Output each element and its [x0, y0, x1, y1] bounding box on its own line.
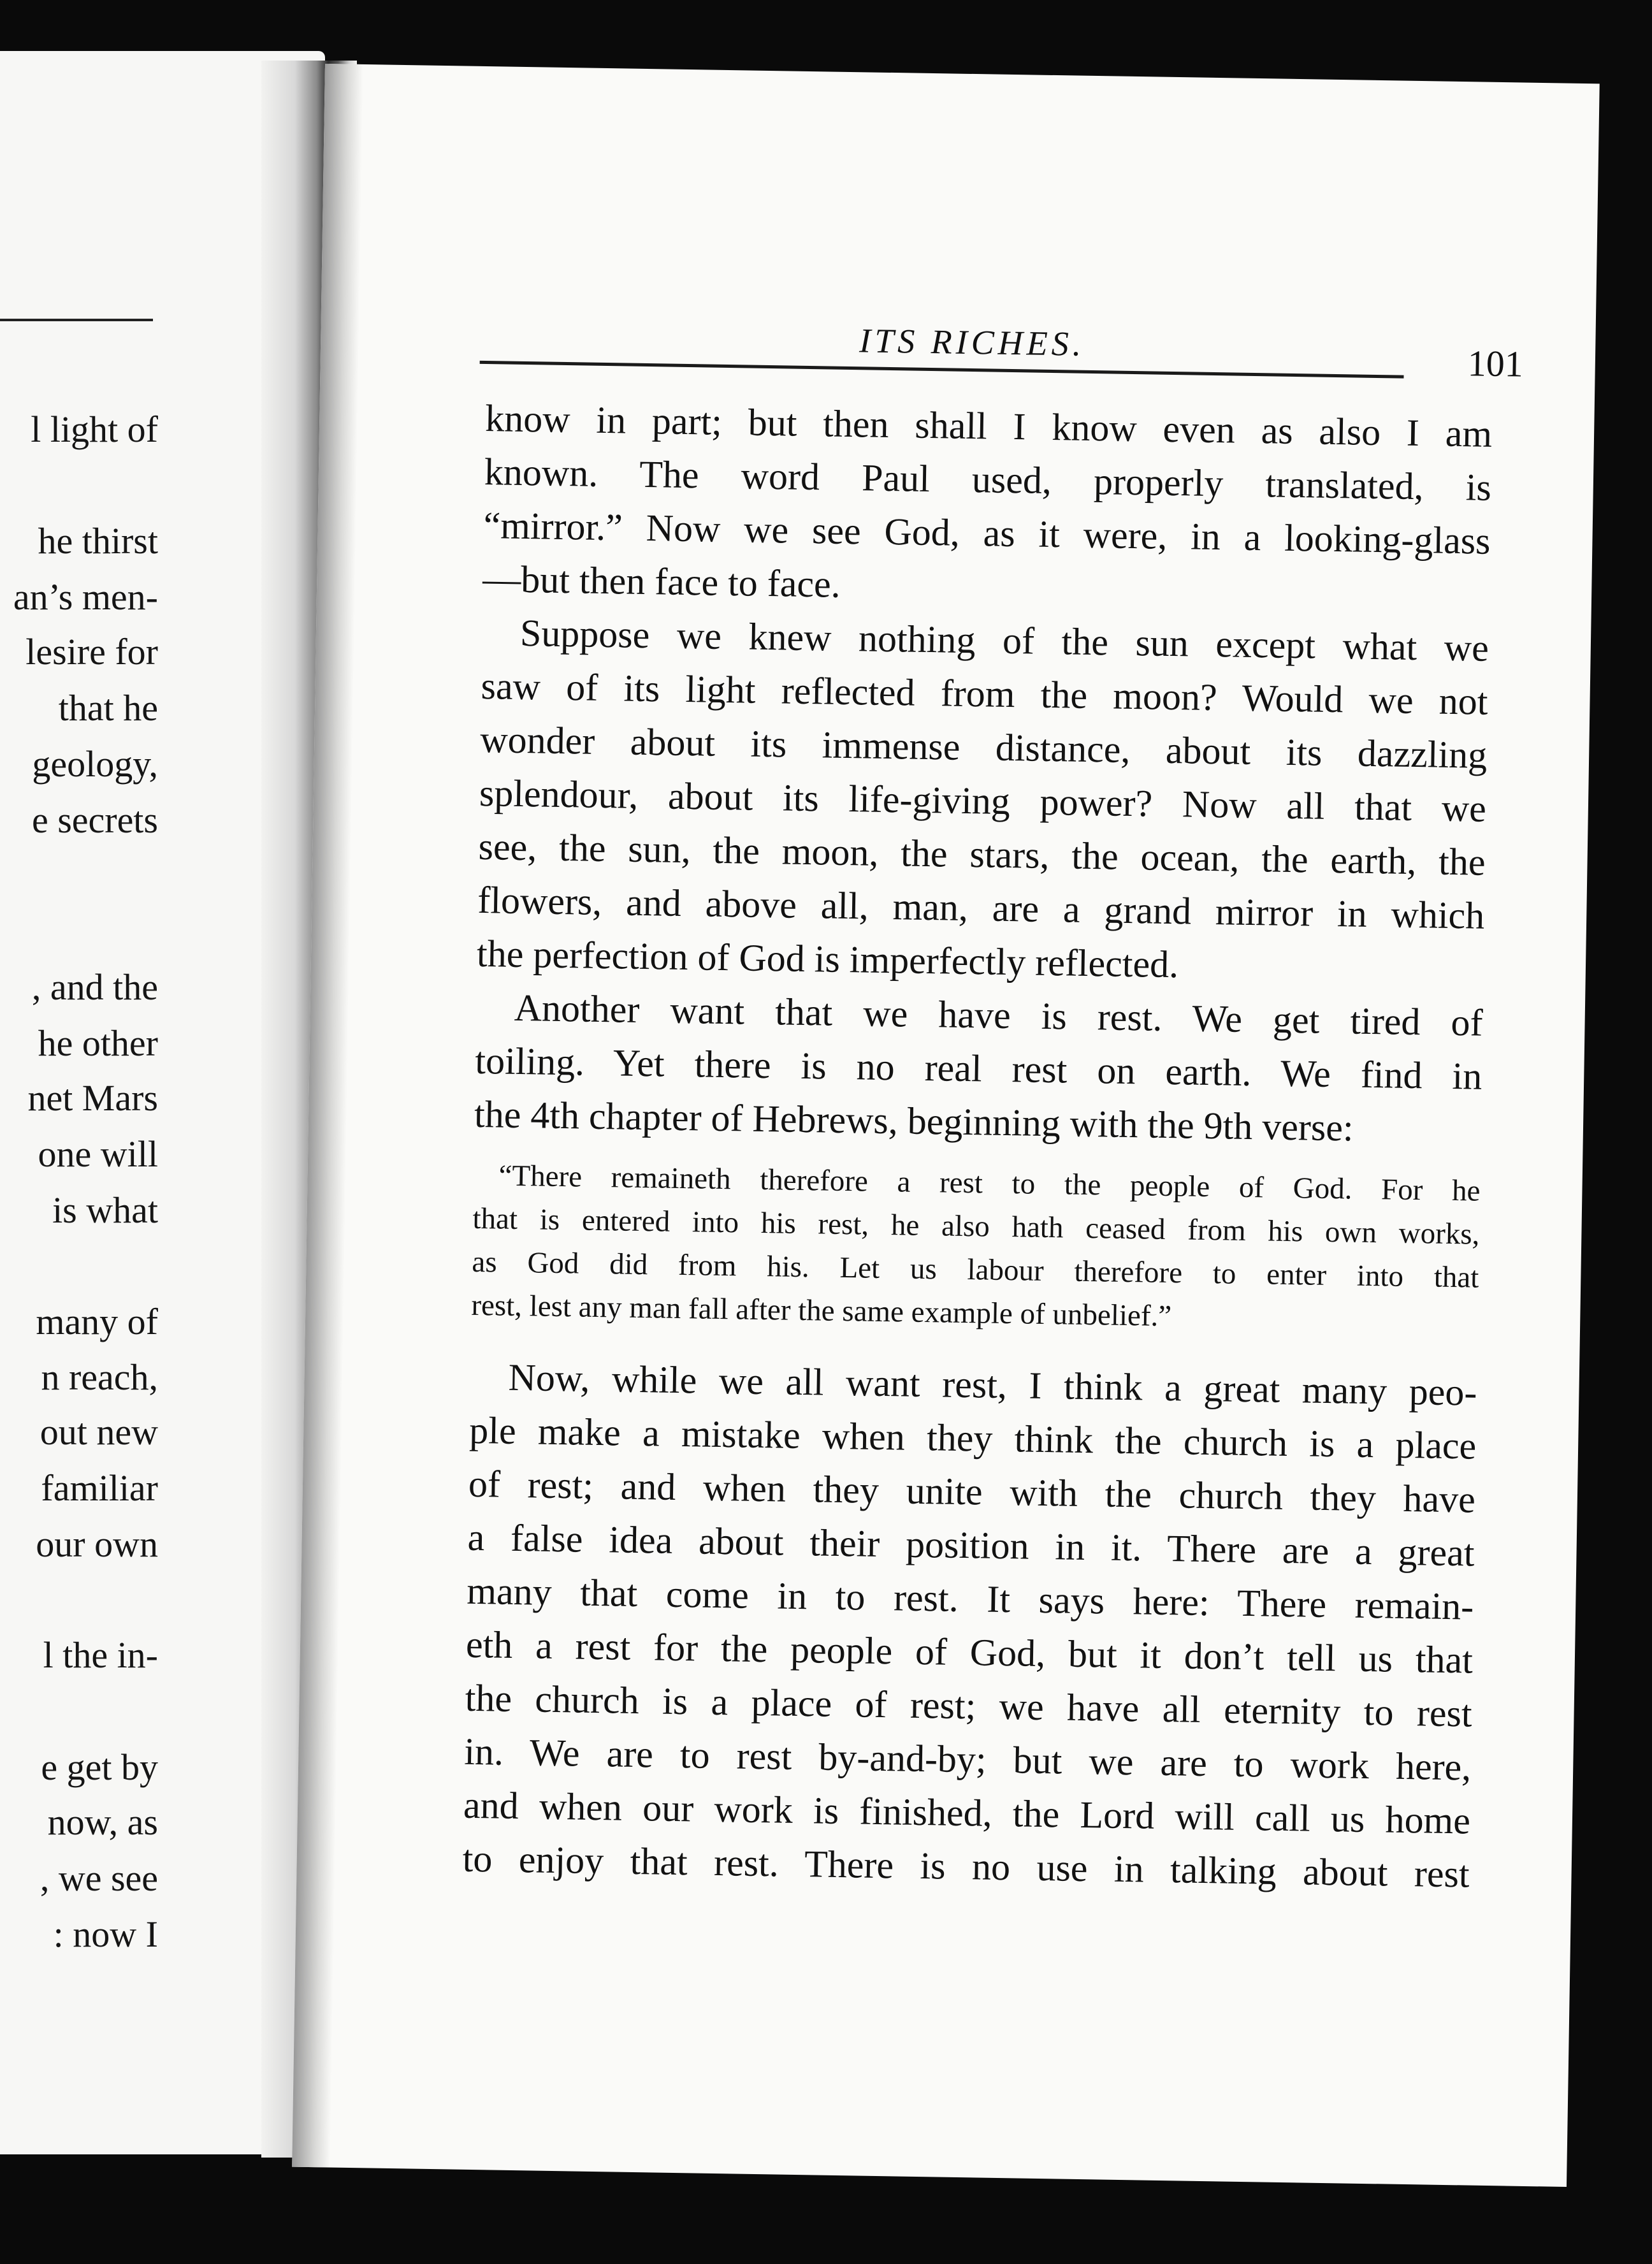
text-line: known. The word Paul used, properly translated, is [484, 451, 1492, 509]
left-page-line: our own [36, 1523, 158, 1565]
text-line: the 4th chapter of Hebrews, beginning with the 9th verse: [474, 1092, 1354, 1149]
text-line: the church is a place of rest; we have all eternity to rest [465, 1676, 1473, 1735]
body-text [462, 391, 1493, 1901]
text-line: “mirror.” Now we see God, as it were, in a looking-glass [483, 504, 1491, 562]
left-page-line: n reach, [41, 1356, 158, 1398]
block-quote [471, 1154, 1481, 1343]
quote-line: as God did from his. Let us labour therefore to enter into that [472, 1245, 1479, 1295]
right-page [292, 64, 1600, 2187]
text-line: flowers, and above all, man, are a grand mirror in which [477, 878, 1485, 937]
text-line: a false idea about their position in it. There are a great [467, 1516, 1475, 1574]
text-line: in. We are to rest by-and-by; but we are to work here, [463, 1730, 1472, 1789]
text-line: saw of its light reflected from the moon? Would we not [481, 664, 1489, 723]
left-page-line: : now I [53, 1913, 158, 1955]
text-line: see, the sun, the moon, the stars, the ocean, the earth, the [478, 825, 1486, 883]
text-line: ple make a mistake when they think the church is a place [468, 1409, 1477, 1467]
left-page-line: net Mars [27, 1077, 158, 1119]
text-line: —but then face to face. [482, 557, 841, 606]
text-line: Another want that we have is rest. We get tired of [514, 986, 1484, 1044]
left-page-line: l light of [31, 409, 158, 450]
left-page-line: lesire for [25, 631, 158, 672]
left-page-line: familiar [41, 1467, 158, 1509]
left-page-line: one will [38, 1133, 158, 1175]
left-page-line: e get by [41, 1746, 158, 1788]
text-line: Suppose we knew nothing of the sun except what we [519, 611, 1489, 669]
text-line: toiling. Yet there is no real rest on earth. We find in [474, 1039, 1482, 1098]
left-page-line: out new [40, 1411, 158, 1453]
paragraph [476, 606, 1489, 996]
text-line: know in part; but then shall I know even as also I am [484, 397, 1493, 455]
left-page-line: , we see [40, 1857, 158, 1899]
left-page-line: is what [52, 1189, 158, 1231]
left-page-line: he thirst [38, 520, 158, 562]
running-title: ITS RICHES. [859, 321, 1085, 363]
quote-line: that is entered into his rest, he also hath ceased from his own works, [472, 1201, 1480, 1251]
left-page-line: an’s men- [13, 576, 158, 618]
quote-line: rest, lest any man fall after the same example of unbelief.” [471, 1288, 1172, 1333]
text-line: wonder about its immense distance, about its dazzling [479, 718, 1488, 776]
left-page-line: many of [36, 1301, 158, 1342]
text-line: to enjoy that rest. There is no use in talking about rest [462, 1837, 1470, 1896]
quote-line: “There remaineth therefore a rest to the people of God. For he [498, 1159, 1481, 1208]
text-line: of rest; and when they unite with the church they have [468, 1462, 1476, 1521]
paragraph [462, 1350, 1477, 1901]
text-line: splendour, about its life-giving power? Now all that we [479, 771, 1487, 830]
left-page-line: he other [38, 1022, 158, 1064]
left-page-line: , and the [31, 966, 158, 1008]
left-page-line: geology, [32, 743, 158, 785]
left-page-line: e secrets [31, 799, 158, 841]
running-head-rule [480, 361, 1404, 379]
page-number: 101 [1467, 342, 1524, 385]
text-line: Now, while we all want rest, I think a great many peo- [508, 1356, 1477, 1414]
left-page-line: that he [58, 687, 158, 729]
paragraph [474, 980, 1483, 1157]
text-line: and when our work is finished, the Lord will call us home [463, 1783, 1471, 1842]
paragraph [482, 391, 1493, 621]
left-page-head-rule [0, 319, 153, 321]
text-line: eth a rest for the people of God, but it don’t tell us that [465, 1623, 1474, 1681]
left-page-line: l the in- [43, 1634, 158, 1676]
text-line: the perfection of God is imperfectly reflected. [476, 932, 1179, 986]
text-line: many that come in to rest. It says here: There remain- [466, 1569, 1474, 1628]
left-page-line: now, as [47, 1801, 158, 1843]
